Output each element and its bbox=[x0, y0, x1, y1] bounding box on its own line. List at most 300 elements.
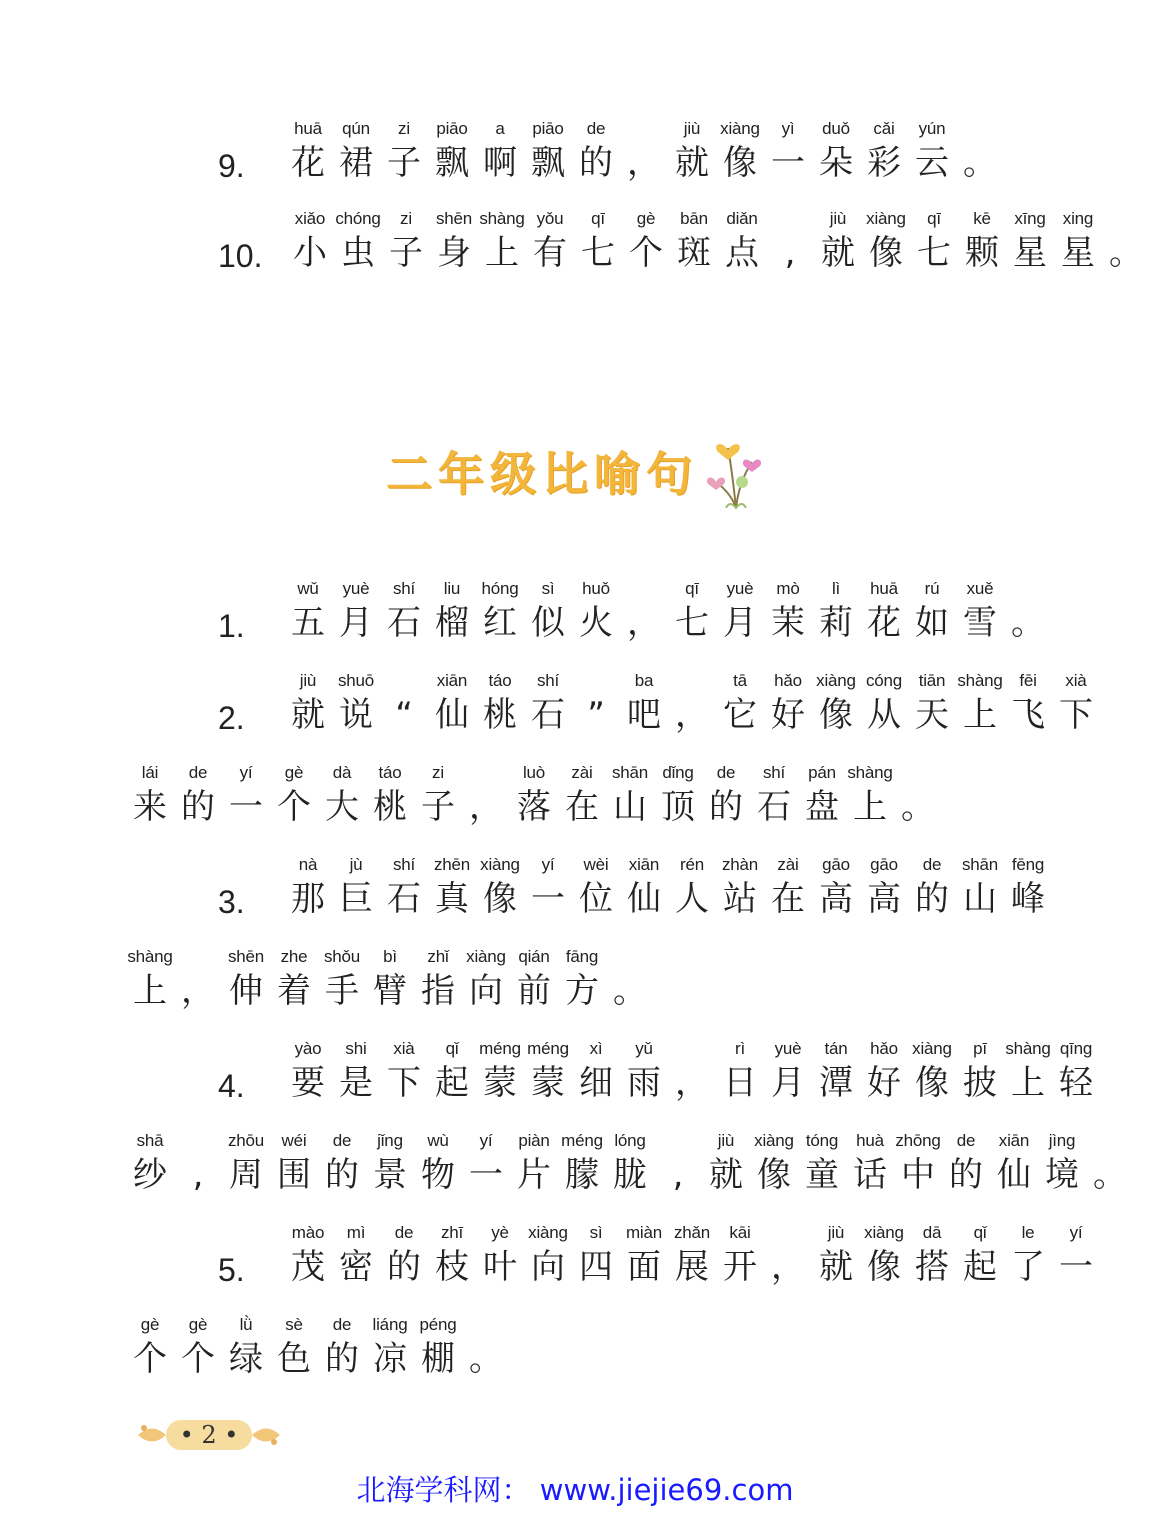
hanzi-with-pinyin bbox=[270, 1130, 318, 1198]
punctuation bbox=[606, 946, 654, 1014]
hanzi-with-pinyin bbox=[510, 946, 558, 1014]
pinyin: shí bbox=[392, 855, 416, 874]
pinyin: chóng bbox=[335, 209, 381, 228]
hanzi-with-pinyin bbox=[476, 670, 524, 738]
hanzi: 密 bbox=[339, 1247, 373, 1287]
hanzi-with-pinyin bbox=[366, 946, 414, 1014]
pinyin: shàng bbox=[1005, 1039, 1051, 1058]
pinyin: diǎn bbox=[726, 209, 758, 228]
pinyin: xiàng bbox=[864, 1223, 904, 1242]
hanzi-with-pinyin bbox=[942, 1130, 990, 1198]
punctuation bbox=[1086, 1130, 1134, 1198]
sentence-tokens bbox=[284, 1222, 1100, 1290]
pinyin: jiù bbox=[299, 671, 317, 690]
pinyin: sì bbox=[589, 1223, 603, 1242]
hanzi-with-pinyin bbox=[510, 1130, 558, 1198]
hanzi: 纱 bbox=[133, 1155, 167, 1195]
sentence-number: 2. bbox=[218, 700, 245, 736]
pinyin: shān bbox=[961, 855, 999, 874]
pinyin: miàn bbox=[625, 1223, 663, 1242]
pinyin: de bbox=[332, 1315, 352, 1334]
pinyin: jiù bbox=[827, 1223, 845, 1242]
pinyin: zhōu bbox=[227, 1131, 265, 1150]
pinyin: xì bbox=[589, 1039, 603, 1058]
hanzi-with-pinyin bbox=[332, 670, 380, 738]
pinyin: mì bbox=[346, 1223, 366, 1242]
hanzi-with-pinyin bbox=[476, 1222, 524, 1290]
paragraph-line-5-cont bbox=[126, 1314, 510, 1382]
hanzi-with-pinyin bbox=[332, 1222, 380, 1290]
hanzi: 莉 bbox=[819, 603, 853, 643]
pinyin: le bbox=[1021, 1223, 1035, 1242]
pinyin: yǔ bbox=[635, 1039, 653, 1058]
hanzi-with-pinyin bbox=[510, 762, 558, 830]
hanzi: 向 bbox=[531, 1247, 565, 1287]
punctuation-mark: ， bbox=[675, 1063, 709, 1103]
hanzi: 周 bbox=[229, 1155, 263, 1195]
hanzi-with-pinyin bbox=[620, 854, 668, 922]
punctuation bbox=[620, 578, 668, 646]
hanzi: 围 bbox=[277, 1155, 311, 1195]
page-number-badge bbox=[136, 1414, 282, 1456]
pinyin: piàn bbox=[518, 1131, 550, 1150]
hanzi: 月 bbox=[723, 603, 757, 643]
hanzi-with-pinyin bbox=[524, 670, 572, 738]
hanzi-with-pinyin bbox=[332, 854, 380, 922]
punctuation-mark: 。 bbox=[901, 787, 935, 827]
pinyin: de bbox=[956, 1131, 976, 1150]
hanzi-with-pinyin bbox=[284, 854, 332, 922]
hanzi-with-pinyin bbox=[1004, 1038, 1052, 1106]
pinyin: nà bbox=[298, 855, 318, 874]
hanzi-with-pinyin bbox=[428, 854, 476, 922]
hanzi: 景 bbox=[373, 1155, 407, 1195]
footer-watermark: 北海学科网： www.jiejie69.com bbox=[356, 1473, 794, 1507]
hanzi-with-pinyin bbox=[334, 208, 382, 276]
hanzi-with-pinyin bbox=[654, 762, 702, 830]
hanzi-with-pinyin bbox=[908, 1038, 956, 1106]
hanzi: 从 bbox=[867, 695, 901, 735]
hanzi-with-pinyin bbox=[318, 1314, 366, 1382]
hanzi: 日 bbox=[723, 1063, 757, 1103]
pinyin: jiù bbox=[683, 119, 701, 138]
punctuation-mark: ， bbox=[771, 1247, 805, 1287]
hanzi: 像 bbox=[819, 695, 853, 735]
pinyin: méng bbox=[561, 1131, 603, 1150]
pinyin: sè bbox=[285, 1315, 303, 1334]
hanzi: 七 bbox=[675, 603, 709, 643]
pinyin: rú bbox=[924, 579, 940, 598]
paragraph-line-3 bbox=[218, 854, 1052, 922]
hanzi-with-pinyin bbox=[668, 1222, 716, 1290]
hanzi-with-pinyin bbox=[908, 854, 956, 922]
pinyin: jù bbox=[349, 855, 363, 874]
hanzi-with-pinyin bbox=[222, 1130, 270, 1198]
pinyin: zhōng bbox=[895, 1131, 941, 1150]
hanzi: 下 bbox=[387, 1063, 421, 1103]
hanzi-with-pinyin bbox=[908, 578, 956, 646]
hanzi: 枝 bbox=[435, 1247, 469, 1287]
hanzi: 下 bbox=[1059, 695, 1093, 735]
hanzi-with-pinyin bbox=[620, 1222, 668, 1290]
pinyin: duǒ bbox=[822, 119, 850, 138]
pinyin: gè bbox=[140, 1315, 160, 1334]
pinyin: gè bbox=[188, 1315, 208, 1334]
pinyin: liáng bbox=[372, 1315, 408, 1334]
hanzi-with-pinyin bbox=[668, 578, 716, 646]
hanzi: 人 bbox=[675, 879, 709, 919]
pinyin: xīng bbox=[1014, 209, 1046, 228]
hanzi-with-pinyin bbox=[476, 854, 524, 922]
hanzi: 说 bbox=[339, 695, 373, 735]
hanzi: 落 bbox=[517, 787, 551, 827]
paragraph-line-3-cont bbox=[126, 946, 654, 1014]
pinyin: yí bbox=[541, 855, 555, 874]
hanzi-with-pinyin bbox=[284, 1038, 332, 1106]
pinyin: de bbox=[586, 119, 606, 138]
hanzi-with-pinyin bbox=[380, 1038, 428, 1106]
hanzi: 起 bbox=[435, 1063, 469, 1103]
hanzi: 蒙 bbox=[531, 1063, 565, 1103]
pinyin: xiān bbox=[436, 671, 468, 690]
hanzi: 要 bbox=[291, 1063, 325, 1103]
pinyin: jǐng bbox=[377, 1131, 403, 1150]
hanzi: 飘 bbox=[531, 143, 565, 183]
hanzi-with-pinyin bbox=[956, 1038, 1004, 1106]
punctuation-mark: ， bbox=[181, 971, 215, 1011]
hanzi-with-pinyin bbox=[382, 208, 430, 276]
hanzi-with-pinyin bbox=[798, 1130, 846, 1198]
hanzi: 仙 bbox=[435, 695, 469, 735]
hanzi-with-pinyin bbox=[956, 1222, 1004, 1290]
pinyin: wǔ bbox=[297, 579, 319, 598]
hanzi: 叶 bbox=[483, 1247, 517, 1287]
pinyin: hǎo bbox=[774, 671, 802, 690]
hanzi-with-pinyin bbox=[716, 854, 764, 922]
hanzi: 像 bbox=[757, 1155, 791, 1195]
hanzi-with-pinyin bbox=[860, 854, 908, 922]
hanzi-with-pinyin bbox=[1004, 1222, 1052, 1290]
hanzi-with-pinyin bbox=[222, 946, 270, 1014]
pinyin: zhǐ bbox=[427, 947, 449, 966]
pinyin: piāo bbox=[532, 119, 564, 138]
hanzi-with-pinyin bbox=[414, 1314, 462, 1382]
hanzi: 个 bbox=[181, 1339, 215, 1379]
punctuation bbox=[956, 118, 1004, 186]
hanzi-with-pinyin bbox=[414, 1130, 462, 1198]
hanzi-with-pinyin bbox=[606, 1130, 654, 1198]
hanzi: 火 bbox=[579, 603, 613, 643]
hanzi: 起 bbox=[963, 1247, 997, 1287]
pinyin: shuō bbox=[337, 671, 375, 690]
hanzi-with-pinyin bbox=[524, 118, 572, 186]
pinyin: qún bbox=[342, 119, 370, 138]
hanzi: 点 bbox=[725, 233, 759, 273]
hanzi: 红 bbox=[483, 603, 517, 643]
pinyin: zhǎn bbox=[673, 1223, 711, 1242]
hanzi: 星 bbox=[1061, 233, 1095, 273]
pinyin: a bbox=[495, 119, 505, 138]
pinyin: hǎo bbox=[870, 1039, 898, 1058]
pinyin: wù bbox=[427, 1131, 449, 1150]
pinyin: xià bbox=[1065, 671, 1087, 690]
pinyin: shàng bbox=[127, 947, 173, 966]
pinyin: xuě bbox=[966, 579, 994, 598]
hanzi-with-pinyin bbox=[270, 946, 318, 1014]
hanzi: 上 bbox=[963, 695, 997, 735]
hanzi-with-pinyin bbox=[174, 1314, 222, 1382]
pinyin: mò bbox=[776, 579, 800, 598]
hanzi: 潭 bbox=[819, 1063, 853, 1103]
hanzi-with-pinyin bbox=[764, 1038, 812, 1106]
punctuation-mark: 。 bbox=[1109, 233, 1143, 273]
hanzi: 棚 bbox=[421, 1339, 455, 1379]
sentence-tokens bbox=[126, 946, 654, 1014]
punctuation bbox=[462, 1314, 510, 1382]
hanzi: 盘 bbox=[805, 787, 839, 827]
hanzi: 七 bbox=[581, 233, 615, 273]
hanzi: 上 bbox=[133, 971, 167, 1011]
hanzi: 指 bbox=[421, 971, 455, 1011]
punctuation-mark: 。 bbox=[469, 1339, 503, 1379]
hanzi: 上 bbox=[485, 233, 519, 273]
hanzi: 巨 bbox=[339, 879, 373, 919]
punctuation-mark: 。 bbox=[1093, 1155, 1127, 1195]
hanzi: 的 bbox=[325, 1155, 359, 1195]
hanzi-with-pinyin bbox=[270, 762, 318, 830]
hanzi: 一 bbox=[771, 143, 805, 183]
hanzi-with-pinyin bbox=[366, 762, 414, 830]
hanzi-with-pinyin bbox=[318, 1130, 366, 1198]
punctuation bbox=[668, 1038, 716, 1106]
pinyin: kē bbox=[973, 209, 991, 228]
hanzi-with-pinyin bbox=[716, 118, 764, 186]
pinyin: cǎi bbox=[873, 119, 895, 138]
hanzi-with-pinyin bbox=[284, 1222, 332, 1290]
sentence-tokens bbox=[286, 208, 1150, 276]
pinyin: yào bbox=[294, 1039, 322, 1058]
hanzi: 的 bbox=[325, 1339, 359, 1379]
punctuation bbox=[1102, 208, 1150, 276]
hanzi-with-pinyin bbox=[812, 578, 860, 646]
pinyin: cóng bbox=[865, 671, 903, 690]
hanzi-with-pinyin bbox=[462, 1130, 510, 1198]
punctuation-mark: ， bbox=[675, 695, 709, 735]
hanzi: 的 bbox=[181, 787, 215, 827]
hanzi: 茂 bbox=[291, 1247, 325, 1287]
hanzi: 像 bbox=[915, 1063, 949, 1103]
hanzi: 朵 bbox=[819, 143, 853, 183]
hanzi: 就 bbox=[291, 695, 325, 735]
hanzi-with-pinyin bbox=[670, 208, 718, 276]
pinyin: zi bbox=[400, 209, 412, 228]
pinyin: zài bbox=[571, 763, 593, 782]
hanzi-with-pinyin bbox=[524, 1222, 572, 1290]
hanzi-with-pinyin bbox=[716, 670, 764, 738]
pinyin: xiàng bbox=[866, 209, 906, 228]
hanzi-with-pinyin bbox=[524, 1038, 572, 1106]
hanzi-with-pinyin bbox=[574, 208, 622, 276]
heart-flower-icon bbox=[704, 430, 768, 512]
pinyin: kāi bbox=[729, 1223, 751, 1242]
sentence-tokens bbox=[126, 762, 942, 830]
hanzi-with-pinyin bbox=[860, 578, 908, 646]
hanzi-with-pinyin bbox=[430, 208, 478, 276]
hanzi-with-pinyin bbox=[414, 946, 462, 1014]
hanzi: 身 bbox=[437, 233, 471, 273]
hanzi: 细 bbox=[579, 1063, 613, 1103]
hanzi: 来 bbox=[133, 787, 167, 827]
pinyin: xing bbox=[1062, 209, 1094, 228]
hanzi-with-pinyin bbox=[284, 118, 332, 186]
hanzi-with-pinyin bbox=[812, 854, 860, 922]
hanzi-with-pinyin bbox=[126, 1130, 174, 1198]
page-number: • 2 • bbox=[179, 1421, 239, 1449]
hanzi: 绿 bbox=[229, 1339, 263, 1379]
hanzi: 的 bbox=[387, 1247, 421, 1287]
hanzi-with-pinyin bbox=[380, 1222, 428, 1290]
hanzi: 前 bbox=[517, 971, 551, 1011]
hanzi: 高 bbox=[867, 879, 901, 919]
pinyin: yuè bbox=[774, 1039, 802, 1058]
hanzi: 着 bbox=[277, 971, 311, 1011]
hanzi-with-pinyin bbox=[270, 1314, 318, 1382]
hanzi-with-pinyin bbox=[956, 854, 1004, 922]
pinyin: pī bbox=[973, 1039, 987, 1058]
hanzi-with-pinyin bbox=[860, 118, 908, 186]
pinyin: qǐ bbox=[445, 1039, 459, 1058]
hanzi: 就 bbox=[821, 233, 855, 273]
pinyin: zhēn bbox=[433, 855, 471, 874]
sentence-tokens bbox=[284, 118, 1004, 186]
hanzi: 手 bbox=[325, 971, 359, 1011]
hanzi-with-pinyin bbox=[222, 762, 270, 830]
hanzi-with-pinyin bbox=[1052, 670, 1100, 738]
hanzi: 是 bbox=[339, 1063, 373, 1103]
hanzi-with-pinyin bbox=[1038, 1130, 1086, 1198]
hanzi: 凉 bbox=[373, 1339, 407, 1379]
hanzi: 像 bbox=[869, 233, 903, 273]
pinyin: dā bbox=[922, 1223, 942, 1242]
punctuation-mark: ， bbox=[469, 787, 503, 827]
hanzi: 上 bbox=[1011, 1063, 1045, 1103]
punctuation-mark: , bbox=[672, 1155, 684, 1195]
hanzi: 子 bbox=[389, 233, 423, 273]
hanzi: 吧 bbox=[627, 695, 661, 735]
hanzi-with-pinyin bbox=[380, 854, 428, 922]
pinyin: xiàng bbox=[480, 855, 520, 874]
hanzi: 斑 bbox=[677, 233, 711, 273]
pinyin: huà bbox=[856, 1131, 884, 1150]
hanzi: 石 bbox=[757, 787, 791, 827]
pinyin: shā bbox=[136, 1131, 164, 1150]
pinyin: shān bbox=[611, 763, 649, 782]
pinyin: dà bbox=[332, 763, 352, 782]
hanzi: 好 bbox=[867, 1063, 901, 1103]
hanzi-with-pinyin bbox=[702, 762, 750, 830]
pinyin: yì bbox=[781, 119, 795, 138]
sentence-tokens bbox=[284, 578, 1052, 646]
hanzi-with-pinyin bbox=[558, 1130, 606, 1198]
pinyin: luò bbox=[522, 763, 546, 782]
hanzi: 面 bbox=[627, 1247, 661, 1287]
hanzi: 的 bbox=[709, 787, 743, 827]
hanzi-with-pinyin bbox=[524, 578, 572, 646]
pinyin: bì bbox=[383, 947, 397, 966]
hanzi-with-pinyin bbox=[572, 1222, 620, 1290]
hanzi: 轻 bbox=[1059, 1063, 1093, 1103]
hanzi-with-pinyin bbox=[990, 1130, 1038, 1198]
hanzi: 在 bbox=[565, 787, 599, 827]
hanzi: 就 bbox=[819, 1247, 853, 1287]
hanzi: 仙 bbox=[997, 1155, 1031, 1195]
hanzi-with-pinyin bbox=[1052, 1038, 1100, 1106]
punctuation bbox=[462, 762, 510, 830]
hanzi: 个 bbox=[133, 1339, 167, 1379]
hanzi: 就 bbox=[709, 1155, 743, 1195]
hanzi: 的 bbox=[579, 143, 613, 183]
hanzi-with-pinyin bbox=[558, 946, 606, 1014]
hanzi-with-pinyin bbox=[716, 578, 764, 646]
hanzi-with-pinyin bbox=[318, 946, 366, 1014]
hanzi-with-pinyin bbox=[1006, 208, 1054, 276]
pinyin: tiān bbox=[918, 671, 946, 690]
hanzi: 顶 bbox=[661, 787, 695, 827]
hanzi-with-pinyin bbox=[414, 762, 462, 830]
pinyin: gè bbox=[284, 763, 304, 782]
hanzi: 五 bbox=[291, 603, 325, 643]
punctuation bbox=[668, 670, 716, 738]
sentence-9 bbox=[218, 118, 1004, 186]
hanzi-with-pinyin bbox=[620, 670, 668, 738]
hanzi-with-pinyin bbox=[380, 578, 428, 646]
pinyin: qián bbox=[518, 947, 550, 966]
hanzi: 雪 bbox=[963, 603, 997, 643]
punctuation bbox=[174, 1130, 222, 1198]
hanzi-with-pinyin bbox=[764, 578, 812, 646]
hanzi: 星 bbox=[1013, 233, 1047, 273]
hanzi-with-pinyin bbox=[174, 762, 222, 830]
pinyin: shí bbox=[762, 763, 786, 782]
hanzi-with-pinyin bbox=[620, 1038, 668, 1106]
punctuation bbox=[1004, 578, 1052, 646]
sentence-10 bbox=[218, 208, 1150, 276]
pinyin: huǒ bbox=[582, 579, 610, 598]
pinyin: shàng bbox=[847, 763, 893, 782]
hanzi: 天 bbox=[915, 695, 949, 735]
pinyin: lái bbox=[141, 763, 159, 782]
pinyin: xiàng bbox=[754, 1131, 794, 1150]
hanzi-with-pinyin bbox=[846, 762, 894, 830]
hanzi-with-pinyin bbox=[558, 762, 606, 830]
pinyin: xiǎo bbox=[294, 209, 326, 228]
hanzi-with-pinyin bbox=[814, 208, 862, 276]
hanzi: 如 bbox=[915, 603, 949, 643]
pinyin: méng bbox=[479, 1039, 521, 1058]
hanzi-with-pinyin bbox=[764, 854, 812, 922]
hanzi-with-pinyin bbox=[332, 578, 380, 646]
pinyin: yuè bbox=[342, 579, 370, 598]
hanzi-with-pinyin bbox=[572, 854, 620, 922]
hanzi: 子 bbox=[387, 143, 421, 183]
hanzi: 颗 bbox=[965, 233, 999, 273]
paragraph-line-2 bbox=[218, 670, 1100, 738]
pinyin: shēn bbox=[435, 209, 473, 228]
sentence-number: 4. bbox=[218, 1068, 245, 1104]
sentence-number: 3. bbox=[218, 884, 245, 920]
hanzi: 峰 bbox=[1011, 879, 1045, 919]
pinyin: tán bbox=[824, 1039, 848, 1058]
